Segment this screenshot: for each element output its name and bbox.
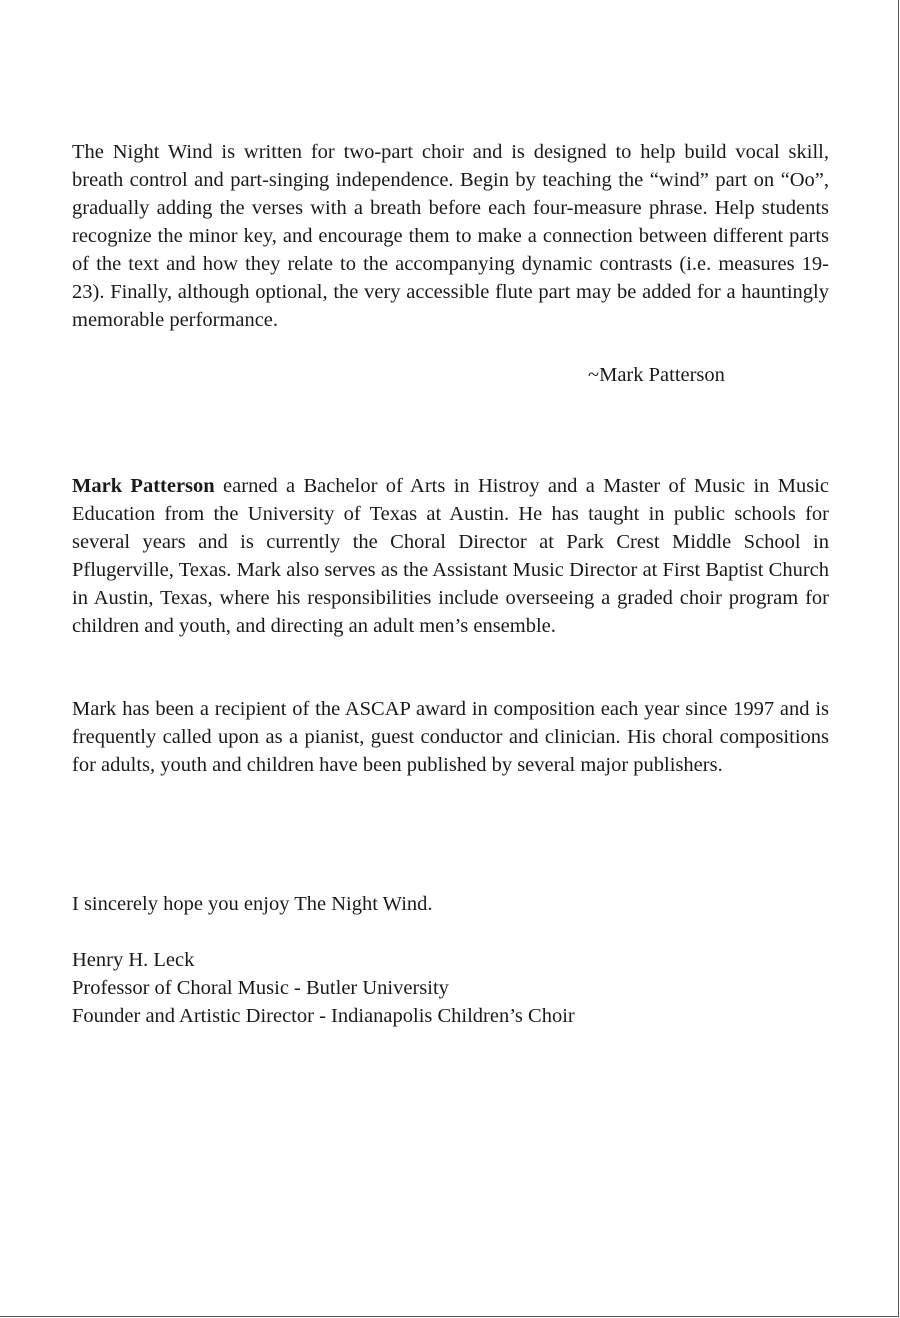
bio-paragraph-1-text: earned a Bachelor of Arts in Histroy and a Master of Music in Music Education from the University of Texas at Austin. He has taught in public schools for several years and is currently the Choral Director at Park Crest Middle School in Pflugerville, Texas. Mark also serves as the Assistant Music Director at First Baptist Church in Austin, Texas, where his responsibilities include overseeing a graded choir program for children and youth, and directing an adult men’s ensemble. xyxy=(72,475,829,637)
closing-signature-block xyxy=(72,946,829,1030)
intro-paragraph: The Night Wind is written for two-part choir and is designed to help build vocal skill, breath control and part-singing independence. Begin by teaching the “wind” part on “Oo”, gradually adding the verses with a breath before each four-measure phrase. Help students recognize the minor key, and encourage them to make a connection between different parts of the text and how they relate to the accompanying dynamic contrasts (i.e. measures 19-23). Finally, although optional, the very accessible flute part may be added for a hauntingly memorable performance. xyxy=(72,141,829,331)
signer-name: Henry H. Leck xyxy=(72,949,195,971)
closing-line: I sincerely hope you enjoy The Night Wind. xyxy=(72,893,433,915)
bio-paragraph-1 xyxy=(72,472,829,640)
bio-paragraph-2: Mark has been a recipient of the ASCAP award in composition each year since 1997 and is frequently called upon as a pianist, guest conductor and clinician. His choral compositions for adults, youth and children have been published by several major publishers. xyxy=(72,698,829,776)
bio-name: Mark Patterson xyxy=(72,475,215,497)
signer-title-1: Professor of Choral Music - Butler University xyxy=(72,977,449,999)
intro-signature: ~Mark Patterson xyxy=(588,364,725,386)
signer-title-2: Founder and Artistic Director - Indianapolis Children’s Choir xyxy=(72,1005,575,1027)
